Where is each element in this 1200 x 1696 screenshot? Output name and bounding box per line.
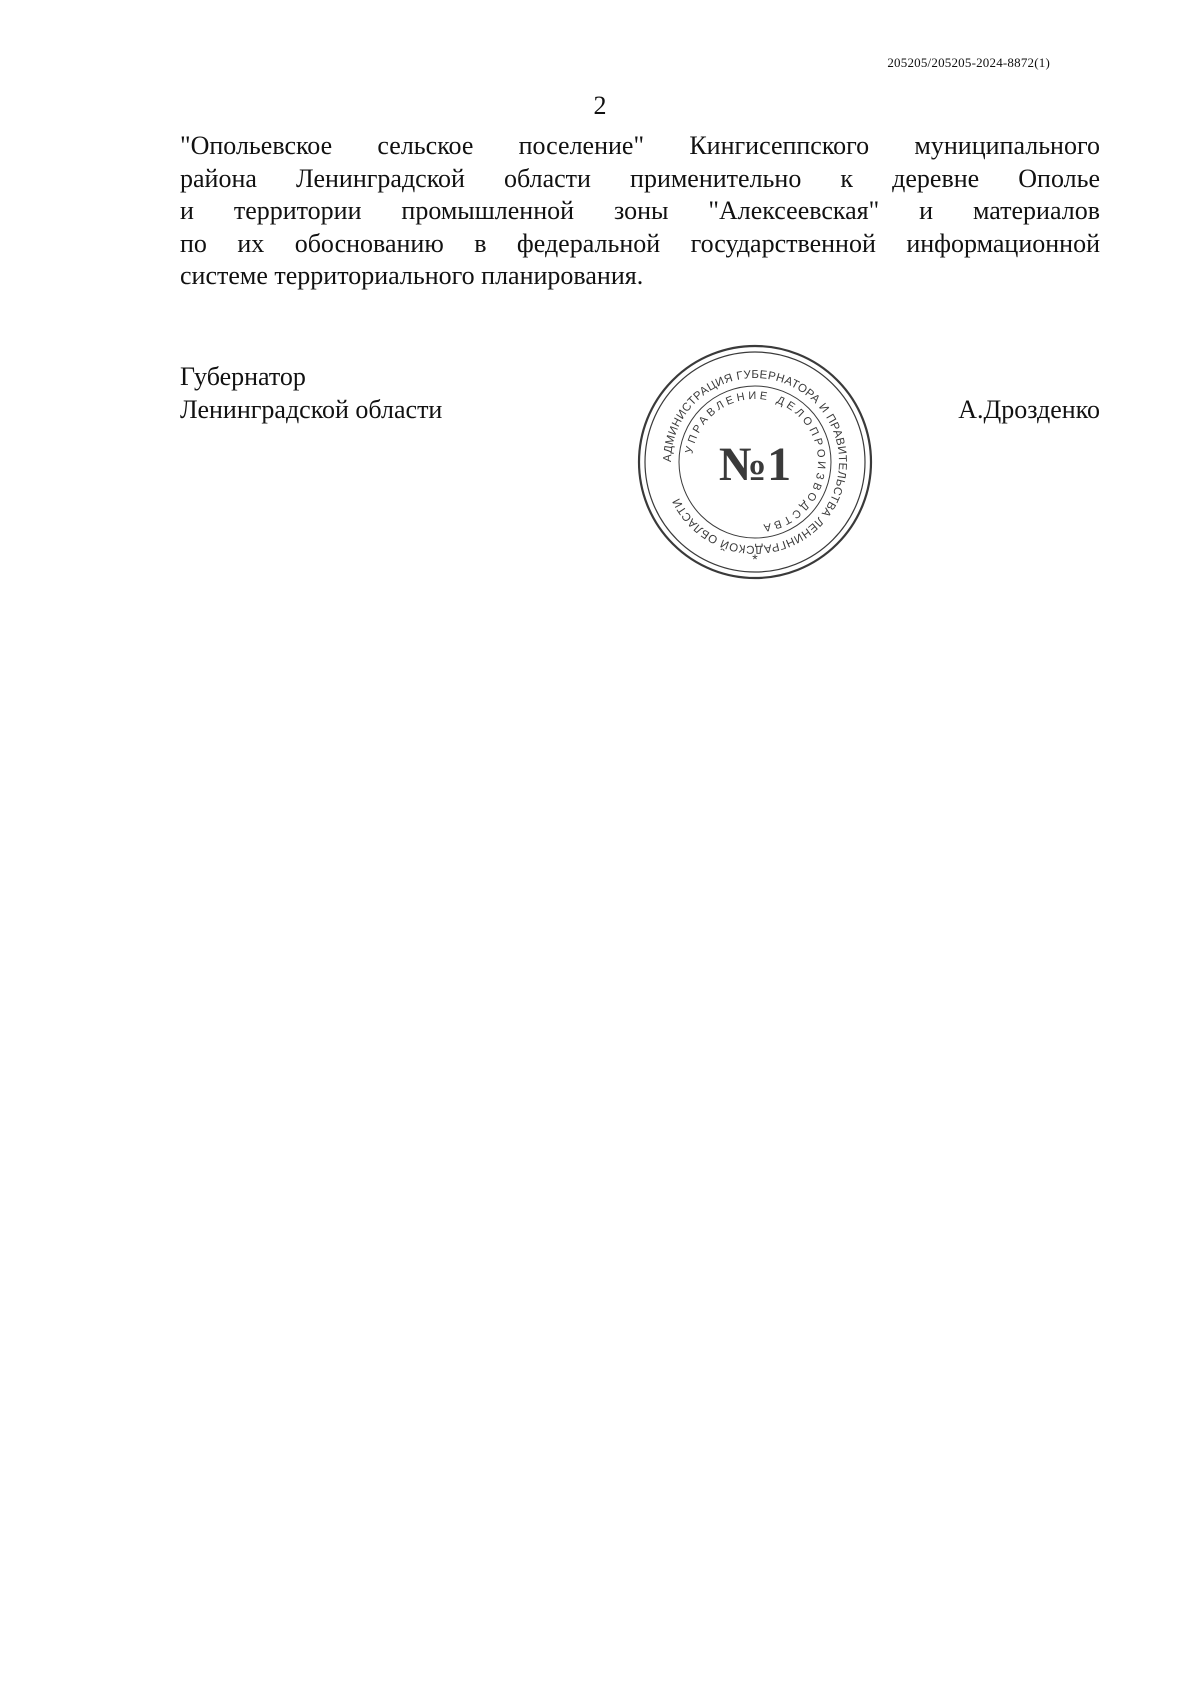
- signer-title-line-2: Ленинградской области: [180, 395, 443, 424]
- body-line-2: района Ленинградской области применительно к деревне Ополье: [180, 163, 1100, 193]
- body-line-5: системе территориального планирования.: [180, 261, 644, 290]
- document-id: 205205/205205-2024-8872(1): [887, 55, 1050, 70]
- official-seal: [635, 342, 875, 582]
- body-line-1: "Опольевское сельское поселение" Кингисеппского муниципального: [180, 131, 1100, 160]
- seal-inner-text: УПРАВЛЕНИЕ ДЕЛОПРОИЗВОДСТВА: [683, 389, 828, 534]
- signer-title-line-1: Губернатор: [180, 362, 306, 391]
- body-paragraph: [180, 130, 1100, 293]
- seal-icon: [635, 342, 875, 582]
- signer-title: [180, 360, 442, 426]
- body-line-4: по их обоснованию в федеральной государственной информационной: [180, 228, 1100, 258]
- seal-outer-text: АДМИНИСТРАЦИЯ ГУБЕРНАТОРА И ПРАВИТЕЛЬСТВА ЛЕНИНГРАДСКОЙ ОБЛАСТИ: [661, 368, 849, 556]
- page-number: 2: [593, 91, 607, 120]
- seal-star: *: [752, 551, 758, 567]
- seal-center-number: №1: [718, 438, 792, 491]
- body-line-3: и территории промышленной зоны "Алексеевская" и материалов: [180, 196, 1100, 225]
- signer-name: А.Дрозденко: [958, 395, 1100, 424]
